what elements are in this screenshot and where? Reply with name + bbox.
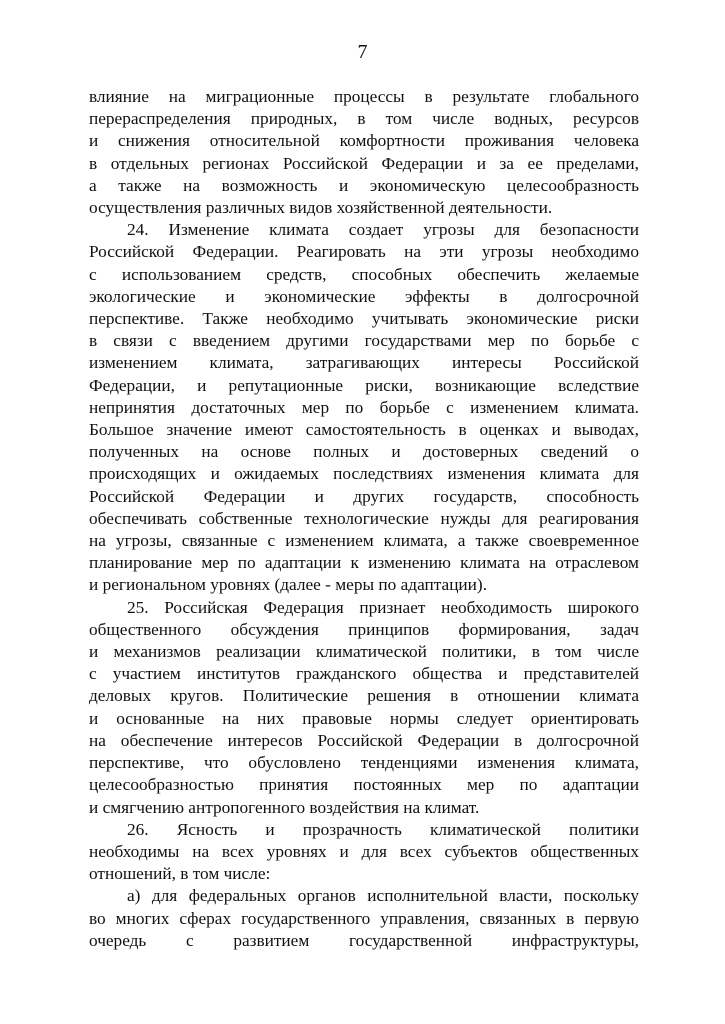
text-line: Федерации, и репутационные риски, возникающие вследствие (89, 375, 639, 395)
text-line: деловых кругов. Политические решения в отношении климата (89, 686, 639, 706)
text-line: а также на возможность и экономическую целесообразность (89, 175, 639, 195)
text-line: планирование мер по адаптации к изменению климата на отраслевом (89, 553, 639, 573)
text-line: необходимы на всех уровнях и для всех субъектов общественных (89, 841, 639, 861)
text-line: и региональном уровнях (далее - меры по адаптации). (89, 575, 488, 595)
text-line: отношений, в том числе: (89, 864, 271, 884)
paragraph (89, 219, 639, 596)
text-line: перспективе. Также необходимо учитывать экономические риски (89, 309, 639, 329)
text-line: с использованием средств, способных обеспечить желаемые (89, 264, 639, 284)
text-line: на угрозы, связанные с изменением климата, а также своевременное (89, 531, 639, 551)
text-line: во многих сферах государственного управления, связанных в первую (89, 908, 639, 928)
text-line: очередь с развитием государственной инфраструктуры, (89, 930, 639, 950)
text-line: влияние на миграционные процессы в результате глобального (89, 87, 639, 106)
text-line: Российской Федерации. Реагировать на эти угрозы необходимо (89, 242, 639, 262)
text-line: изменением климата, затрагивающих интересы Российской (89, 353, 639, 373)
text-line: в отдельных регионах Российской Федерации и за ее пределами, (89, 153, 639, 173)
text-line: и смягчению антропогенного воздействия на климат. (89, 797, 480, 817)
text-line: происходящих и ожидаемых последствиях изменения климата для (89, 464, 639, 484)
text-line: полученных на основе полных и достоверных сведений о (89, 442, 639, 462)
text-line: перспективе, что обусловлено тенденциями изменения климата, (89, 753, 639, 773)
paragraph (89, 597, 639, 819)
paragraph (89, 885, 639, 952)
body-text (89, 86, 639, 952)
paragraph (89, 819, 639, 886)
text-line: с участием институтов гражданского общества и представителей (89, 664, 639, 684)
text-line: 26. Ясность и прозрачность климатической политики (127, 819, 639, 839)
text-line: а) для федеральных органов исполнительной власти, поскольку (127, 886, 639, 906)
text-line: Большое значение имеют самостоятельность в оценках и выводах, (89, 420, 639, 440)
text-line: 25. Российская Федерация признает необходимость широкого (127, 597, 639, 617)
text-line: Российской Федерации и других государств, способность (89, 486, 639, 506)
page-number: 7 (357, 41, 368, 63)
text-line: непринятия достаточных мер по борьбе с изменением климата. (89, 397, 639, 417)
text-line: и снижения относительной комфортности проживания человека (89, 131, 639, 151)
text-line: в связи с введением другими государствами мер по борьбе с (89, 331, 639, 351)
text-line: общественного обсуждения принципов формирования, задач (89, 619, 639, 639)
text-line: перераспределения природных, в том числе водных, ресурсов (89, 109, 639, 129)
text-line: экологические и экономические эффекты в долгосрочной (89, 286, 639, 306)
text-line: и основанные на них правовые нормы следует ориентировать (89, 708, 639, 728)
paragraph (89, 86, 639, 219)
text-line: обеспечивать собственные технологические нужды для реагирования (89, 508, 639, 528)
text-line: целесообразностью принятия постоянных мер по адаптации (89, 775, 639, 795)
text-line: на обеспечение интересов Российской Федерации в долгосрочной (89, 730, 639, 750)
text-line: 24. Изменение климата создает угрозы для безопасности (127, 220, 639, 240)
text-line: и механизмов реализации климатической политики, в том числе (89, 642, 639, 662)
text-line: осуществления различных видов хозяйственной деятельности. (89, 198, 553, 218)
